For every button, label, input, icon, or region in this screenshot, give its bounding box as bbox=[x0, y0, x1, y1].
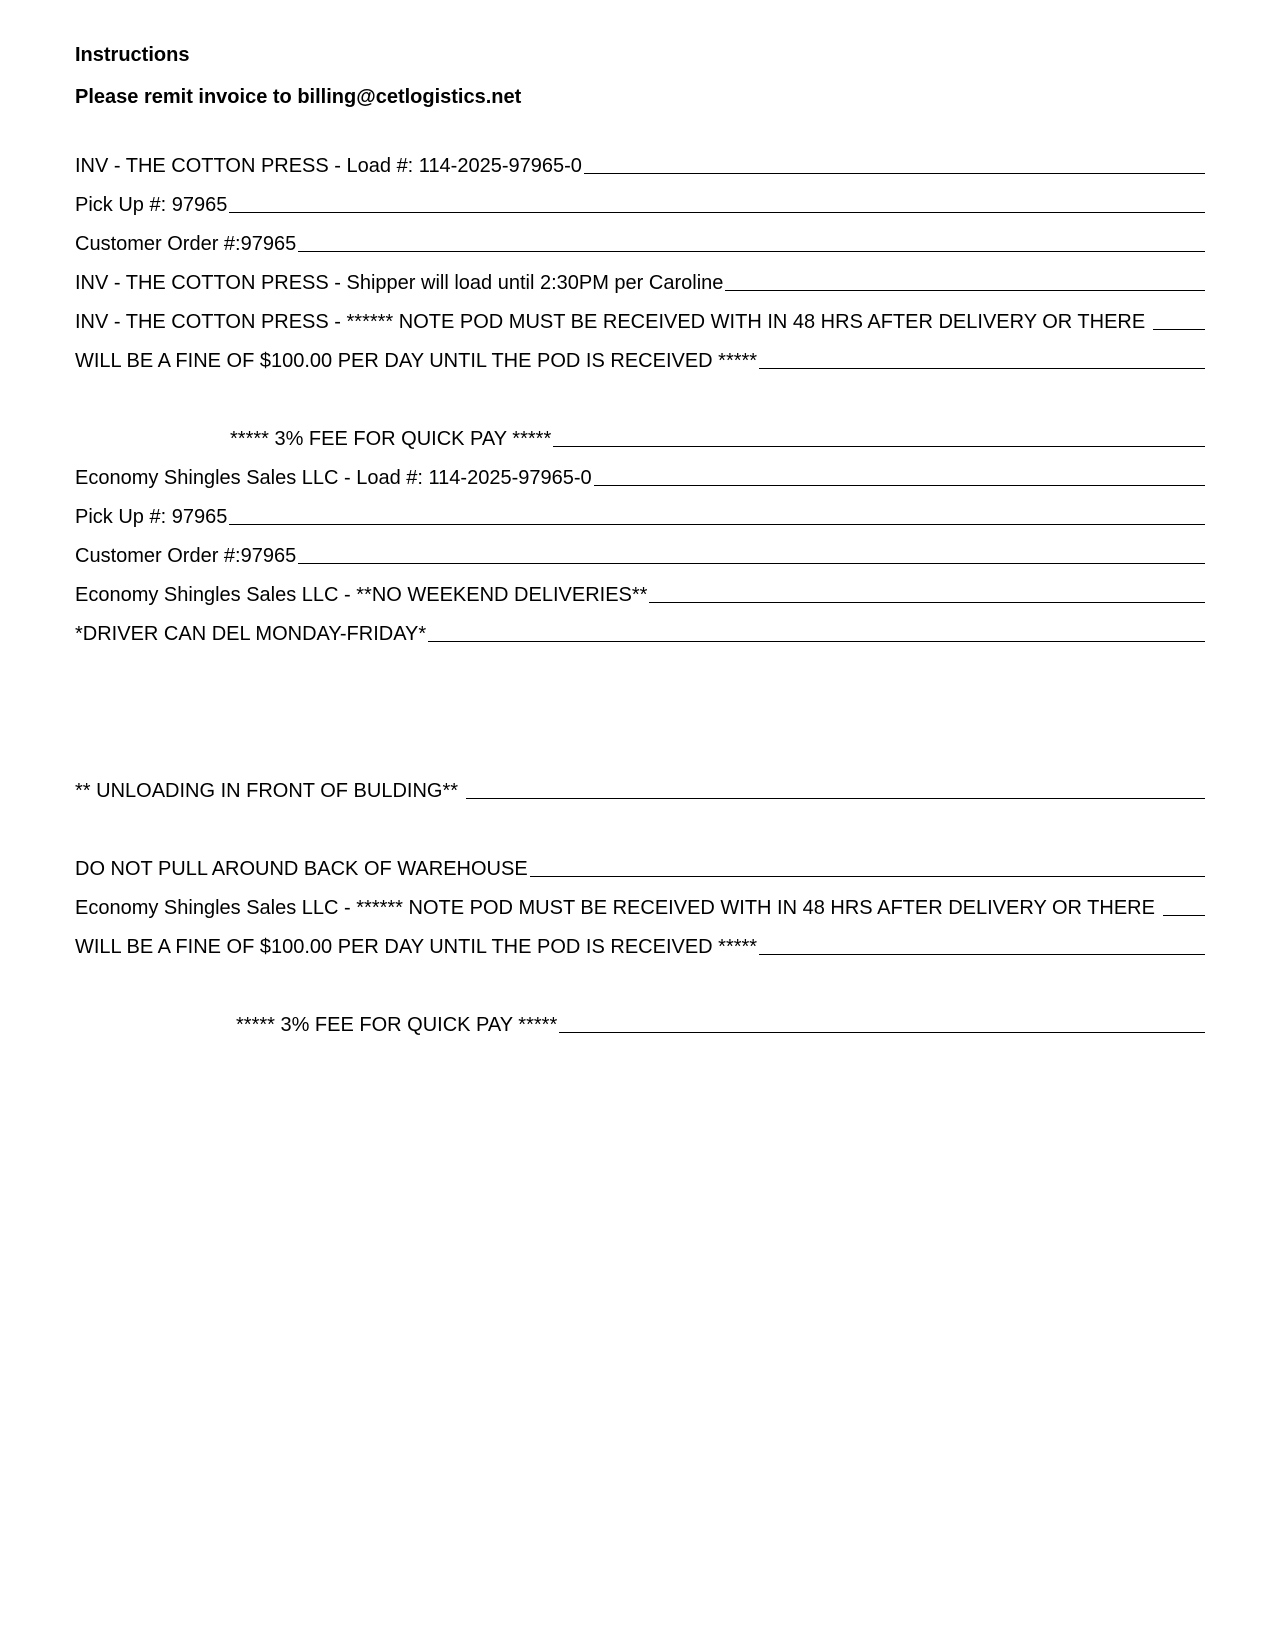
instructions-heading: Instructions bbox=[75, 44, 190, 66]
instruction-text: INV - THE COTTON PRESS - ****** NOTE POD MUST BE RECEIVED WITH IN 48 HRS AFTER DELIVERY OR THERE bbox=[75, 311, 1146, 333]
instruction-line bbox=[75, 310, 1205, 334]
fill-rule bbox=[649, 602, 1205, 603]
instruction-line bbox=[75, 622, 1205, 646]
fill-rule bbox=[229, 524, 1205, 525]
instruction-text: Economy Shingles Sales LLC - ****** NOTE POD MUST BE RECEIVED WITH IN 48 HRS AFTER DELIVERY OR THERE bbox=[75, 897, 1155, 919]
instruction-text: ***** 3% FEE FOR QUICK PAY ***** bbox=[236, 1014, 558, 1036]
instruction-line bbox=[75, 857, 1205, 881]
fill-rule bbox=[559, 1032, 1205, 1033]
fill-rule bbox=[594, 485, 1205, 486]
instruction-line bbox=[75, 154, 1205, 178]
instruction-text: Economy Shingles Sales LLC - Load #: 114-2025-97965-0 bbox=[75, 467, 592, 489]
instruction-line bbox=[75, 466, 1205, 490]
instruction-text: Pick Up #: 97965 bbox=[75, 194, 228, 216]
fill-rule bbox=[229, 212, 1205, 213]
instruction-text: ***** 3% FEE FOR QUICK PAY ***** bbox=[230, 428, 552, 450]
instruction-text: WILL BE A FINE OF $100.00 PER DAY UNTIL THE POD IS RECEIVED ***** bbox=[75, 350, 758, 372]
instruction-line bbox=[75, 271, 1205, 295]
instruction-text: INV - THE COTTON PRESS - Shipper will load until 2:30PM per Caroline bbox=[75, 272, 724, 294]
instruction-line bbox=[75, 779, 1205, 803]
instruction-line bbox=[75, 935, 1205, 959]
fill-rule bbox=[553, 446, 1205, 447]
instruction-line bbox=[75, 896, 1205, 920]
instruction-text: DO NOT PULL AROUND BACK OF WAREHOUSE bbox=[75, 858, 528, 880]
instruction-text: ** UNLOADING IN FRONT OF BULDING** bbox=[75, 780, 459, 802]
fill-rule bbox=[530, 876, 1205, 877]
fill-rule bbox=[584, 173, 1205, 174]
instruction-text: Customer Order #:97965 bbox=[75, 545, 297, 567]
instruction-line bbox=[75, 583, 1205, 607]
instruction-line bbox=[75, 427, 1205, 451]
instruction-text: INV - THE COTTON PRESS - Load #: 114-2025-97965-0 bbox=[75, 155, 582, 177]
fill-rule bbox=[1153, 329, 1205, 330]
instruction-text: Pick Up #: 97965 bbox=[75, 506, 228, 528]
fill-rule bbox=[759, 954, 1205, 955]
fill-rule bbox=[1163, 915, 1205, 916]
fill-rule bbox=[298, 563, 1205, 564]
fill-rule bbox=[466, 798, 1205, 799]
fill-rule bbox=[298, 251, 1205, 252]
instruction-text: Customer Order #:97965 bbox=[75, 233, 297, 255]
fill-rule bbox=[725, 290, 1205, 291]
fill-rule bbox=[428, 641, 1205, 642]
instruction-line bbox=[75, 193, 1205, 217]
instruction-text: *DRIVER CAN DEL MONDAY-FRIDAY* bbox=[75, 623, 427, 645]
remit-instructions: Please remit invoice to billing@cetlogistics.net bbox=[75, 86, 522, 108]
instruction-line bbox=[75, 1013, 1205, 1037]
instruction-line bbox=[75, 544, 1205, 568]
instruction-text: Economy Shingles Sales LLC - **NO WEEKEND DELIVERIES** bbox=[75, 584, 648, 606]
instruction-line bbox=[75, 505, 1205, 529]
fill-rule bbox=[759, 368, 1205, 369]
instruction-text: WILL BE A FINE OF $100.00 PER DAY UNTIL THE POD IS RECEIVED ***** bbox=[75, 936, 758, 958]
instruction-line bbox=[75, 232, 1205, 256]
instruction-line bbox=[75, 349, 1205, 373]
